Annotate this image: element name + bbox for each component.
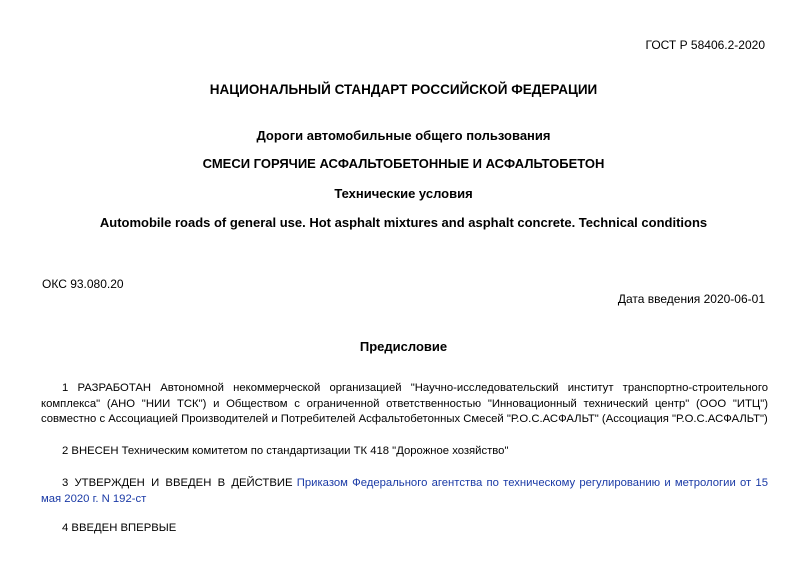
national-standard-heading: НАЦИОНАЛЬНЫЙ СТАНДАРТ РОССИЙСКОЙ ФЕДЕРАЦИИ: [209, 82, 598, 97]
document-subtitle: Дороги автомобильные общего пользования: [256, 128, 551, 143]
document-code: ГОСТ Р 58406.2-2020: [645, 38, 765, 52]
approval-label: 3 УТВЕРЖДЕН И ВВЕДЕН В ДЕЙСТВИЕ: [62, 477, 293, 489]
preface-paragraph-4: 4 ВВЕДЕН ВПЕРВЫЕ: [62, 522, 177, 534]
approval-order-link[interactable]: Приказом Федерального агентства по техническому регулированию и метрологии от 15 мая 2020 г. N 192-ст: [41, 477, 768, 505]
preface-paragraph-2: 2 ВНЕСЕН Техническим комитетом по стандартизации ТК 418 "Дорожное хозяйство": [62, 445, 509, 457]
document-main-title: СМЕСИ ГОРЯЧИЕ АСФАЛЬТОБЕТОННЫЕ И АСФАЛЬТОБЕТОН: [202, 156, 605, 171]
preface-paragraph-3: [41, 476, 768, 507]
oks-code: ОКС 93.080.20: [42, 277, 124, 291]
preface-paragraph-1: 1 РАЗРАБОТАН Автономной некоммерческой организацией "Научно-исследовательский институт транспортно-строительного комплекса" (АНО "НИИ ТСК") и Обществом с ограниченной ответственностью "Инновационный технический центр" (ООО "ИТЦ") совместно с Ассоциацией Производителей и Потребителей Асфальтобетонных Смесей "Р.О.С.АСФАЛЬТ" (Ассоциация "Р.О.С.АСФАЛЬТ"): [41, 382, 768, 425]
introduction-date: Дата введения 2020-06-01: [617, 292, 765, 306]
technical-conditions-heading: Технические условия: [334, 186, 473, 201]
english-title: Automobile roads of general use. Hot asphalt mixtures and asphalt concrete. Technical conditions: [99, 215, 708, 230]
preface-title: Предисловие: [359, 339, 448, 354]
